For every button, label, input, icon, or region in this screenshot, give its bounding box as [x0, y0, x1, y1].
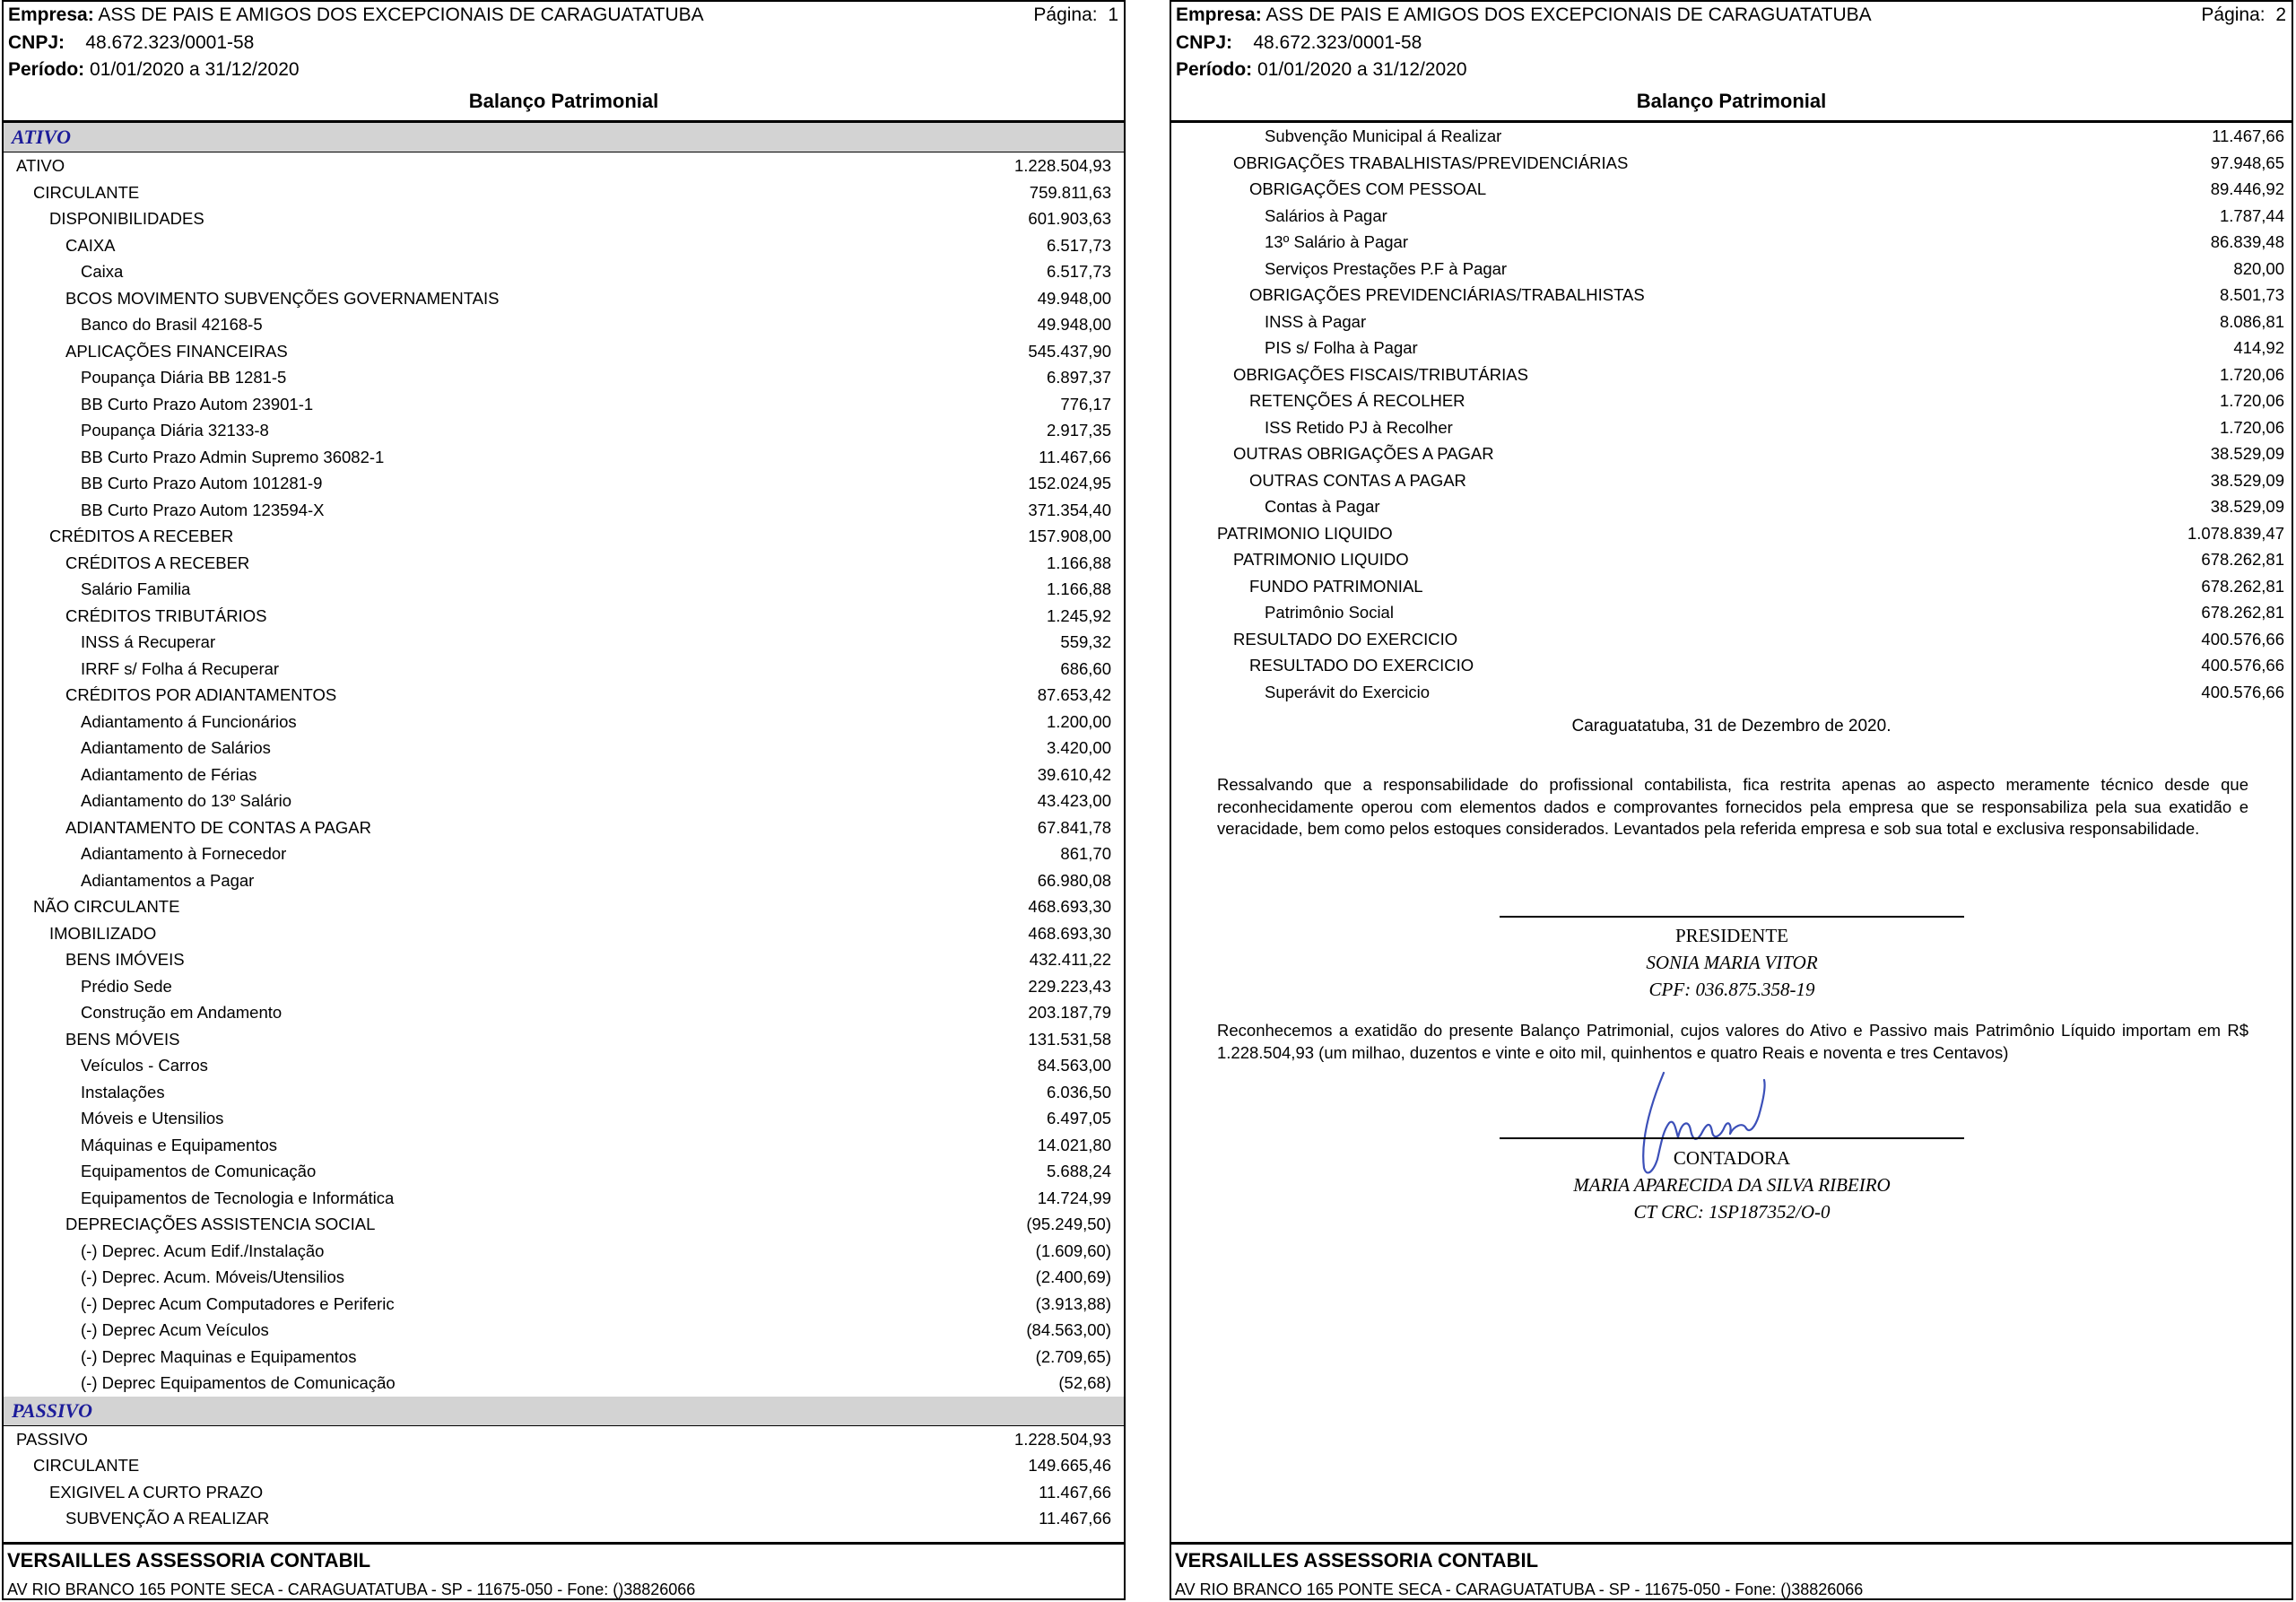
account-label: Máquinas e Equipamentos [81, 1135, 278, 1154]
account-label: Salários à Pagar [1265, 205, 1387, 225]
passivo-continued-rows [1171, 123, 2292, 705]
account-row [4, 391, 1124, 418]
account-row [4, 1185, 1124, 1212]
account-row [1171, 520, 2292, 547]
president-signature-line [1500, 916, 1964, 918]
account-label: Prédio Sede [81, 976, 172, 996]
account-label: Banco do Brasil 42168-5 [81, 315, 263, 334]
account-label: PIS s/ Folha à Pagar [1265, 338, 1418, 357]
account-row [4, 1238, 1124, 1265]
cnpj-label: CNPJ: [8, 32, 65, 53]
account-label: (-) Deprec Acum Veículos [81, 1320, 269, 1339]
account-label: (-) Deprec Maquinas e Equipamentos [81, 1346, 357, 1366]
account-label: (-) Deprec Acum Computadores e Periferic [81, 1293, 395, 1313]
account-label: BENS MÓVEIS [65, 1029, 180, 1049]
account-row [1171, 203, 2292, 230]
page-header [4, 2, 1124, 127]
report-title: Balanço Patrimonial [1636, 90, 1827, 112]
account-value: 11.467,66 [1039, 447, 1111, 466]
footer-address: AV RIO BRANCO 165 PONTE SECA - CARAGUATATUBA - SP - 11675-050 - Fone: ()38826066 [7, 1580, 696, 1598]
account-label: INSS á Recuperar [81, 632, 216, 651]
account-label: ADIANTAMENTO DE CONTAS A PAGAR [65, 817, 371, 837]
account-label: Móveis e Utensilios [81, 1109, 224, 1127]
accountant-signature-line [1500, 1137, 1964, 1139]
account-label: BCOS MOVIMENTO SUBVENÇÕES GOVERNAMENTAIS [65, 288, 500, 308]
account-value: 6.517,73 [1046, 262, 1111, 281]
footer-firm: VERSAILLES ASSESSORIA CONTABIL [7, 1549, 371, 1572]
account-label: Adiantamento á Funcionários [81, 711, 297, 731]
account-label: CRÉDITOS A RECEBER [65, 553, 250, 572]
account-value: 678.262,81 [2201, 603, 2284, 622]
account-row [4, 1479, 1124, 1506]
account-value: 432.411,22 [1029, 950, 1111, 969]
account-label: Poupança Diária BB 1281-5 [81, 368, 287, 387]
account-value: (1.609,60) [1035, 1241, 1111, 1260]
account-value: 686,60 [1060, 658, 1111, 678]
account-row [4, 629, 1124, 656]
president-cpf: CPF: 036.875.358-19 [1648, 979, 1815, 1000]
account-label: PASSIVO [16, 1429, 88, 1449]
account-value: 1.720,06 [2219, 364, 2284, 384]
account-value: 400.576,66 [2201, 629, 2284, 649]
account-label: Caixa [81, 262, 124, 281]
report-title: Balanço Patrimonial [468, 90, 659, 112]
account-label: SUBVENÇÃO A REALIZAR [65, 1509, 270, 1528]
period-value: 01/01/2020 a 31/12/2020 [1257, 59, 1467, 80]
cnpj-label: CNPJ: [1176, 32, 1233, 53]
account-row [1171, 387, 2292, 414]
account-row [4, 999, 1124, 1026]
account-value: 6.517,73 [1046, 235, 1111, 255]
account-row [4, 920, 1124, 947]
page-number [2201, 4, 2286, 27]
account-label: DEPRECIAÇÕES ASSISTENCIA SOCIAL [65, 1215, 376, 1233]
account-label: Subvenção Municipal á Realizar [1265, 126, 1502, 145]
account-label: Serviços Prestações P.F à Pagar [1265, 258, 1508, 278]
ativo-rows [4, 152, 1124, 1397]
account-value: 87.653,42 [1037, 685, 1111, 704]
account-label: IRRF s/ Folha á Recuperar [81, 658, 280, 678]
account-value: 203.187,79 [1028, 1003, 1111, 1022]
account-label: CRÉDITOS POR ADIANTAMENTOS [65, 685, 337, 704]
account-value: 149.665,46 [1028, 1456, 1111, 1475]
period-value: 01/01/2020 a 31/12/2020 [90, 59, 300, 80]
account-value: 11.467,66 [1039, 1482, 1111, 1502]
account-row [4, 709, 1124, 736]
accountant-signature-block [1500, 1145, 1964, 1225]
account-value: 38.529,09 [2210, 497, 2284, 516]
city-date: Caraguatatuba, 31 de Dezembro de 2020. [1571, 717, 1892, 736]
account-label: Adiantamentos a Pagar [81, 870, 255, 890]
account-label: Adiantamento à Fornecedor [81, 844, 287, 863]
account-value: 6.036,50 [1046, 1082, 1111, 1101]
account-value: 8.086,81 [2219, 311, 2284, 331]
account-row [4, 682, 1124, 709]
account-value: 1.720,06 [2219, 417, 2284, 437]
account-value: 84.563,00 [1037, 1056, 1111, 1075]
account-row [4, 1026, 1124, 1053]
account-label: Superávit do Exercicio [1265, 682, 1431, 701]
cnpj-line [8, 31, 254, 55]
account-row [4, 788, 1124, 814]
company-line [1176, 4, 1872, 27]
account-row [4, 1105, 1124, 1132]
section-header-ativo: ATIVO [4, 123, 1124, 152]
account-value: 39.610,42 [1037, 764, 1111, 784]
period-line [8, 58, 300, 82]
president-name: SONIA MARIA VITOR [1646, 952, 1818, 973]
account-value: 759.811,63 [1029, 182, 1111, 202]
president-signature-block [1500, 922, 1964, 1003]
account-value: 49.948,00 [1037, 315, 1111, 334]
account-label: OBRIGAÇÕES TRABALHISTAS/PREVIDENCIÁRIAS [1233, 152, 1629, 172]
section-header-passivo: PASSIVO [4, 1397, 1124, 1426]
account-row [4, 840, 1124, 867]
account-value: 14.021,80 [1037, 1135, 1111, 1154]
page-number [1033, 4, 1118, 27]
account-label: (-) Deprec Equipamentos de Comunicação [81, 1373, 396, 1392]
account-value: 89.446,92 [2210, 179, 2284, 198]
account-label: NÃO CIRCULANTE [33, 897, 180, 916]
account-label: OBRIGAÇÕES PREVIDENCIÁRIAS/TRABALHISTAS [1249, 285, 1645, 304]
account-row [4, 550, 1124, 577]
account-row [4, 444, 1124, 471]
account-value: (95.249,50) [1026, 1215, 1111, 1233]
account-value: 1.787,44 [2219, 205, 2284, 225]
page-header [1171, 2, 2292, 127]
passivo-rows [4, 1426, 1124, 1532]
account-row [4, 762, 1124, 788]
account-label: Construção em Andamento [81, 1003, 283, 1022]
account-row [4, 735, 1124, 762]
account-value: 776,17 [1060, 394, 1111, 414]
account-value: 1.228.504,93 [1013, 1429, 1111, 1449]
footer-address: AV RIO BRANCO 165 PONTE SECA - CARAGUATATUBA - SP - 11675-050 - Fone: ()38826066 [1175, 1580, 1864, 1598]
account-value: 601.903,63 [1028, 209, 1111, 228]
account-label: OBRIGAÇÕES FISCAIS/TRIBUTÁRIAS [1233, 364, 1528, 384]
account-value: 820,00 [2233, 258, 2284, 278]
account-label: Patrimônio Social [1265, 603, 1394, 622]
account-row [1171, 467, 2292, 494]
account-label: ISS Retido PJ à Recolher [1265, 417, 1453, 437]
account-value: 2.917,35 [1046, 421, 1111, 440]
account-label: EXIGIVEL A CURTO PRAZO [49, 1482, 264, 1502]
account-label: DISPONIBILIDADES [49, 209, 204, 228]
account-row [1171, 414, 2292, 441]
account-row [1171, 652, 2292, 679]
account-row [4, 946, 1124, 973]
account-value: 1.720,06 [2219, 391, 2284, 410]
account-row [4, 497, 1124, 524]
account-label: Salário Familia [81, 579, 191, 598]
account-value: 1.200,00 [1046, 711, 1111, 731]
account-row [1171, 546, 2292, 573]
balance-sheet-body [4, 123, 1124, 1532]
account-value: 6.497,05 [1046, 1109, 1111, 1127]
account-row [1171, 679, 2292, 706]
account-value: 545.437,90 [1028, 341, 1111, 361]
period-line [1176, 58, 1467, 82]
account-label: BB Curto Prazo Autom 123594-X [81, 500, 325, 519]
account-label: Instalações [81, 1082, 165, 1101]
account-label: RESULTADO DO EXERCICIO [1233, 629, 1458, 649]
account-row [4, 973, 1124, 1000]
account-label: CRÉDITOS A RECEBER [49, 527, 234, 545]
account-value: 678.262,81 [2201, 550, 2284, 569]
account-label: CRÉDITOS TRIBUTÁRIOS [65, 605, 267, 625]
account-label: Adiantamento de Salários [81, 738, 271, 757]
account-value: 678.262,81 [2201, 576, 2284, 596]
account-label: PATRIMONIO LIQUIDO [1217, 523, 1393, 543]
document-page-1 [2, 0, 1126, 1600]
account-row [4, 1317, 1124, 1344]
company-label: Empresa: [8, 4, 94, 25]
account-row [4, 232, 1124, 259]
account-value: (52,68) [1058, 1373, 1111, 1392]
page-label: Página: [1033, 4, 1098, 25]
account-label: ATIVO [16, 156, 65, 175]
account-value: 414,92 [2233, 338, 2284, 357]
account-value: (3.913,88) [1035, 1293, 1111, 1313]
accountant-name: MARIA APARECIDA DA SILVA RIBEIRO [1573, 1174, 1891, 1196]
account-value: 66.980,08 [1037, 870, 1111, 890]
page-label: Página: [2201, 4, 2266, 25]
footer-firm: VERSAILLES ASSESSORIA CONTABIL [1175, 1549, 1539, 1572]
account-label: Adiantamento do 13º Salário [81, 791, 292, 810]
account-label: (-) Deprec. Acum Edif./Instalação [81, 1241, 325, 1260]
account-value: (2.400,69) [1035, 1267, 1111, 1286]
cnpj-line [1176, 31, 1422, 55]
account-row [4, 576, 1124, 603]
account-row [4, 1291, 1124, 1318]
account-label: OUTRAS CONTAS A PAGAR [1249, 470, 1466, 490]
account-row [1171, 335, 2292, 361]
account-row [4, 470, 1124, 497]
account-value: 6.897,37 [1046, 368, 1111, 387]
account-row [4, 1426, 1124, 1453]
account-value: (84.563,00) [1026, 1320, 1111, 1339]
account-row [1171, 309, 2292, 335]
account-value: 1.228.504,93 [1013, 156, 1111, 175]
account-label: RETENÇÕES Á RECOLHER [1249, 391, 1465, 410]
account-label: OUTRAS OBRIGAÇÕES A PAGAR [1233, 444, 1494, 463]
account-value: 11.467,66 [1039, 1509, 1111, 1528]
account-row [1171, 176, 2292, 203]
account-row [4, 205, 1124, 232]
account-label: BB Curto Prazo Autom 23901-1 [81, 394, 314, 414]
account-label: FUNDO PATRIMONIAL [1249, 576, 1423, 596]
period-label: Período: [1176, 59, 1253, 80]
account-row [1171, 229, 2292, 256]
account-value: 1.078.839,47 [2187, 523, 2284, 543]
account-row [4, 364, 1124, 391]
account-value: 11.467,66 [2212, 126, 2284, 145]
account-label: RESULTADO DO EXERCICIO [1249, 656, 1474, 675]
account-label: Equipamentos de Tecnologia e Informática [81, 1188, 395, 1207]
period-label: Período: [8, 59, 85, 80]
account-row [4, 1079, 1124, 1106]
account-label: Veículos - Carros [81, 1056, 208, 1075]
account-value: 559,32 [1060, 632, 1111, 651]
account-row [4, 285, 1124, 312]
account-row [4, 656, 1124, 683]
account-value: 3.420,00 [1046, 738, 1111, 757]
account-label: (-) Deprec. Acum. Móveis/Utensilios [81, 1267, 345, 1286]
account-row [1171, 626, 2292, 653]
company-name: ASS DE PAIS E AMIGOS DOS EXCEPCIONAIS DE CARAGUATATUBA [1265, 4, 1872, 25]
account-value: 400.576,66 [2201, 656, 2284, 675]
account-row [4, 1211, 1124, 1238]
balance-sheet-body [1171, 123, 2292, 705]
account-row [4, 1452, 1124, 1479]
account-row [1171, 573, 2292, 600]
account-row [4, 867, 1124, 894]
account-label: BB Curto Prazo Autom 101281-9 [81, 474, 323, 492]
account-value: 49.948,00 [1037, 288, 1111, 308]
account-row [4, 311, 1124, 338]
account-value: 38.529,09 [2210, 444, 2284, 463]
accountant-role: CONTADORA [1673, 1147, 1791, 1169]
account-value: 1.166,88 [1046, 553, 1111, 572]
account-value: 371.354,40 [1028, 500, 1111, 519]
account-label: Equipamentos de Comunicação [81, 1162, 317, 1180]
document-page-2 [1170, 0, 2293, 1600]
company-label: Empresa: [1176, 4, 1262, 25]
account-label: Adiantamento de Férias [81, 764, 257, 784]
account-row [4, 258, 1124, 285]
accountant-crc: CT CRC: 1SP187352/O-0 [1633, 1201, 1831, 1223]
recognition-paragraph: Reconhecemos a exatidão do presente Balanço Patrimonial, cujos valores do Ativo e Passivo mais Patrimônio Líquido importam em R$ 1.228.504,93 (um milhao, duzentos e vinte e oito mil, quinhentos e quatro Reais e noventa e tres Centavos) [1217, 1021, 2248, 1062]
account-row [1171, 282, 2292, 309]
account-row [4, 1505, 1124, 1532]
account-value: 97.948,65 [2210, 152, 2284, 172]
account-row [1171, 361, 2292, 388]
account-row [4, 1132, 1124, 1159]
account-row [1171, 256, 2292, 283]
account-row [1171, 123, 2292, 150]
account-row [4, 603, 1124, 630]
account-label: IMOBILIZADO [49, 923, 157, 943]
account-row [1171, 440, 2292, 467]
account-row [4, 1370, 1124, 1397]
account-row [1171, 150, 2292, 177]
account-value: 861,70 [1060, 844, 1111, 863]
account-value: 8.501,73 [2219, 285, 2284, 304]
company-name: ASS DE PAIS E AMIGOS DOS EXCEPCIONAIS DE CARAGUATATUBA [98, 4, 704, 25]
disclaimer-paragraph: Ressalvando que a responsabilidade do profissional contabilista, fica restrita apenas ao aspecto meramente técnico desde que reconhecidamente operou com elementos dados e comprovantes fornecidos pela empresa que se responsabiliza pela sua exatidão e veracidade, bem como pelos estoques considerados. Levantados pela referida empresa e sob sua total e exclusiva responsabilidade. [1217, 775, 2248, 838]
account-value: 229.223,43 [1028, 976, 1111, 996]
account-row [4, 1158, 1124, 1185]
account-row [4, 893, 1124, 920]
account-label: APLICAÇÕES FINANCEIRAS [65, 341, 288, 361]
account-row [4, 1344, 1124, 1371]
account-label: Poupança Diária 32133-8 [81, 421, 269, 440]
account-value: 43.423,00 [1037, 791, 1111, 810]
account-value: 14.724,99 [1037, 1188, 1111, 1207]
account-row [4, 1052, 1124, 1079]
page-number-value: 1 [1108, 4, 1118, 25]
account-value: 468.693,30 [1028, 923, 1111, 943]
account-label: CIRCULANTE [33, 1456, 140, 1475]
page-number-value: 2 [2275, 4, 2286, 25]
account-label: OBRIGAÇÕES COM PESSOAL [1249, 179, 1487, 198]
president-role: PRESIDENTE [1675, 925, 1788, 946]
account-label: Contas à Pagar [1265, 497, 1380, 516]
account-row [4, 814, 1124, 841]
account-row [4, 179, 1124, 206]
account-label: INSS à Pagar [1265, 311, 1367, 331]
account-value: 131.531,58 [1028, 1029, 1111, 1049]
account-row [4, 417, 1124, 444]
account-row [4, 1264, 1124, 1291]
account-label: PATRIMONIO LIQUIDO [1233, 550, 1409, 569]
account-value: 152.024,95 [1028, 474, 1111, 492]
account-row [4, 152, 1124, 179]
account-value: 38.529,09 [2210, 470, 2284, 490]
account-label: 13º Salário à Pagar [1265, 232, 1408, 251]
account-value: 157.908,00 [1028, 527, 1111, 545]
cnpj-value: 48.672.323/0001-58 [85, 32, 255, 53]
account-value: (2.709,65) [1035, 1346, 1111, 1366]
account-value: 400.576,66 [2201, 682, 2284, 701]
page-footer [1171, 1542, 2292, 1598]
account-row [4, 523, 1124, 550]
account-label: BB Curto Prazo Admin Supremo 36082-1 [81, 447, 385, 466]
account-value: 67.841,78 [1037, 817, 1111, 837]
page-footer [4, 1542, 1124, 1598]
account-value: 1.166,88 [1046, 579, 1111, 598]
account-row [1171, 493, 2292, 520]
company-line [8, 4, 704, 27]
account-value: 5.688,24 [1046, 1162, 1111, 1180]
account-label: CIRCULANTE [33, 182, 140, 202]
account-row [4, 338, 1124, 365]
account-value: 468.693,30 [1028, 897, 1111, 916]
account-label: BENS IMÓVEIS [65, 950, 185, 969]
account-value: 1.245,92 [1046, 605, 1111, 625]
account-label: CAIXA [65, 235, 116, 255]
account-value: 86.839,48 [2210, 232, 2284, 251]
account-row [1171, 599, 2292, 626]
cnpj-value: 48.672.323/0001-58 [1253, 32, 1422, 53]
